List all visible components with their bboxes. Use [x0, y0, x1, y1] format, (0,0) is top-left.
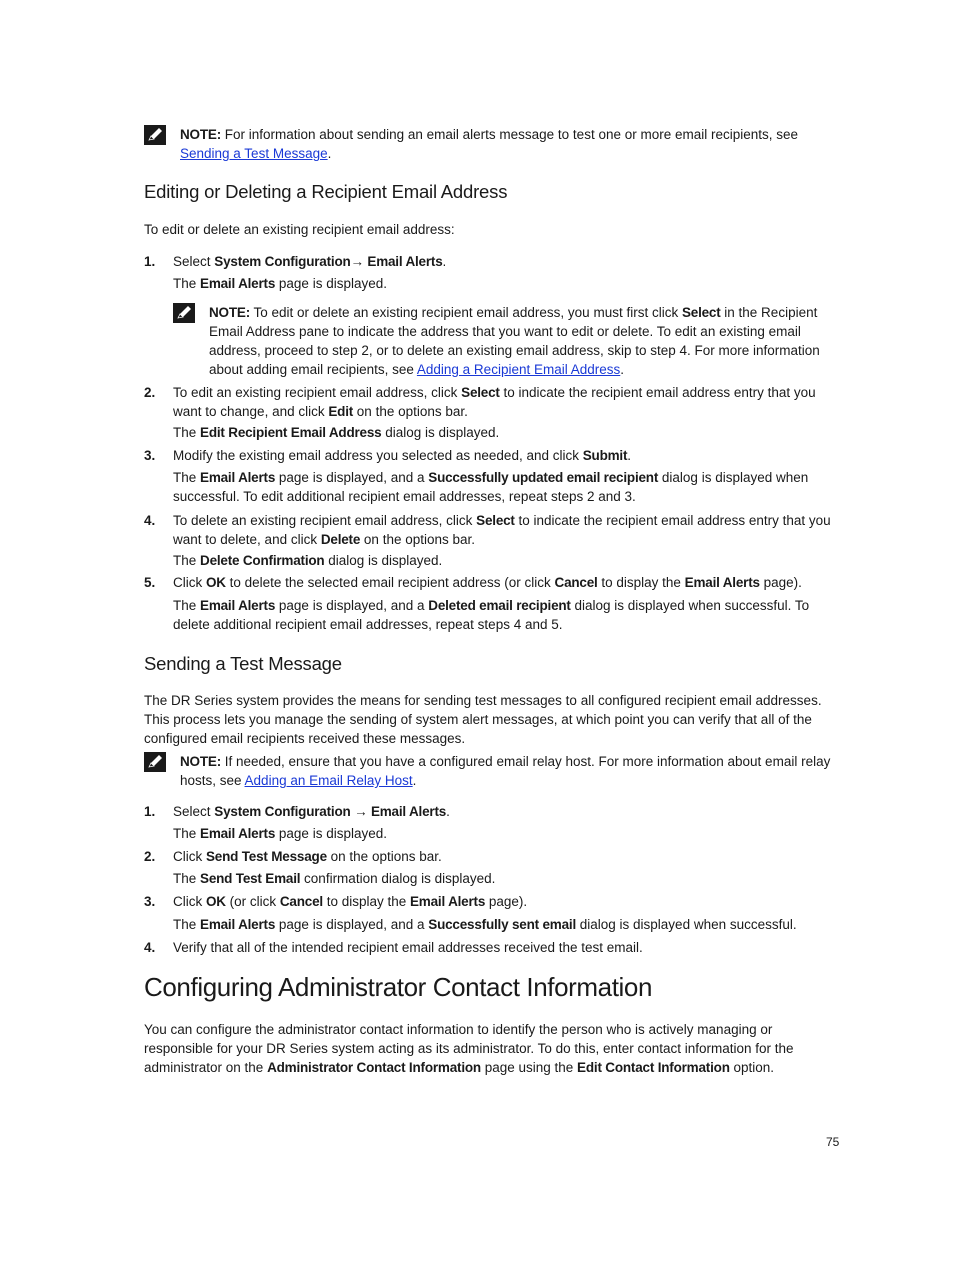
result-bold: Successfully updated email recipient: [428, 470, 659, 485]
heading-editing-deleting: Editing or Deleting a Recipient Email Address: [144, 181, 508, 202]
step-bold: Edit: [328, 404, 354, 419]
step-text: Verify that all of the intended recipient email addresses received the test email.: [173, 940, 643, 955]
note-edit-delete: [173, 303, 840, 383]
note-label: NOTE:: [180, 754, 221, 769]
step-bold: OK: [206, 575, 226, 590]
step-text: page).: [485, 894, 528, 909]
result-bold: Email Alerts: [200, 598, 276, 613]
step-text: page).: [759, 575, 802, 590]
body-text: option.: [729, 1060, 775, 1075]
note-test-message: [144, 125, 840, 165]
step-text: Click: [173, 849, 206, 864]
step-bold: Submit: [582, 448, 628, 463]
result-text: The: [173, 598, 201, 613]
result-bold: Deleted email recipient: [428, 598, 571, 613]
note-end: .: [620, 362, 625, 377]
section3-body: [144, 1020, 840, 1077]
result-text: confirmation dialog is displayed.: [300, 871, 496, 886]
result-text: dialog is displayed when successful. To delete additional recipient email addresses, repeat steps 4 and 5.: [173, 598, 810, 632]
note-pencil-icon: [144, 752, 166, 772]
step-text: on the options bar.: [360, 532, 476, 547]
step-text: on the options bar.: [353, 404, 468, 419]
step-bold: Email Alerts: [410, 894, 486, 909]
result-text: The: [173, 826, 201, 841]
step-text: To edit an existing recipient email address, click: [173, 385, 462, 400]
step-number: 3.: [144, 448, 156, 463]
step-bold: System Configuration→ Email Alerts: [214, 254, 443, 269]
result-bold: Edit Recipient Email Address: [200, 425, 382, 440]
step-text: to display the: [322, 894, 410, 909]
result-text: dialog is displayed when successful. To edit additional recipient email addresses, repeat steps 2 and 3.: [173, 470, 809, 504]
body-bold: Administrator Contact Information: [267, 1060, 481, 1075]
step-number: 2.: [144, 849, 156, 864]
note-label: NOTE:: [209, 305, 250, 320]
step-bold: Cancel: [279, 894, 323, 909]
step-result: [173, 551, 840, 570]
step-number: 4.: [144, 513, 156, 528]
step-bold: OK: [206, 894, 226, 909]
note-label: NOTE:: [180, 127, 221, 142]
step-text: Modify the existing email address you selected as needed, and click: [173, 448, 583, 463]
step-bold: Send Test Message: [206, 849, 327, 864]
result-text: page is displayed.: [275, 826, 387, 841]
note-pencil-icon: [173, 303, 195, 323]
step-text: Select: [173, 804, 215, 819]
result-bold: Send Test Email: [200, 871, 301, 886]
note-text: For information about sending an email alerts message to test one or more email recipients, see: [221, 127, 799, 142]
result-bold: Successfully sent email: [428, 917, 576, 932]
link-adding-relay-host[interactable]: Adding an Email Relay Host: [244, 773, 413, 788]
step-text: .: [627, 448, 632, 463]
step-bold: Select: [461, 385, 500, 400]
step-number: 3.: [144, 894, 156, 909]
step-result: [173, 915, 840, 934]
step-text: to display the: [597, 575, 685, 590]
body-bold: Edit Contact Information: [577, 1060, 730, 1075]
result-bold: Email Alerts: [200, 826, 276, 841]
note-end: .: [327, 146, 332, 161]
note-text: If needed, ensure that you have a configured email relay host. For more information about email relay hosts, see: [180, 754, 831, 788]
result-text: The: [173, 553, 201, 568]
step-result: [173, 596, 840, 634]
step-text: Click: [173, 894, 206, 909]
result-text: The: [173, 470, 201, 485]
body-text: You can configure the administrator contact information to identify the person who is actively managing or responsible for your DR Series system acting as its administrator. To do this, enter contact information for the administrator on the: [144, 1022, 794, 1075]
note-end: .: [412, 773, 417, 788]
result-text: The: [173, 276, 201, 291]
step-result: [173, 824, 840, 843]
step-text: .: [442, 254, 447, 269]
result-text: page is displayed, and a: [275, 470, 429, 485]
link-sending-test-message[interactable]: Sending a Test Message: [180, 146, 328, 161]
body-text: page using the: [480, 1060, 578, 1075]
step-bold: Delete: [320, 532, 361, 547]
result-text: dialog is displayed when successful.: [576, 917, 797, 932]
step-text: to indicate the recipient email address entry that you want to delete, and click: [173, 513, 831, 547]
note-bold: Select: [681, 305, 721, 320]
result-text: page is displayed.: [275, 276, 387, 291]
note-text: To edit or delete an existing recipient email address, you must first click: [250, 305, 682, 320]
heading-admin-contact: Configuring Administrator Contact Information: [144, 972, 653, 1002]
step-bold: System Configuration → Email Alerts: [214, 804, 447, 819]
note-text: in the Recipient Email Address pane to indicate the address that you want to edit or delete. To edit an existing email address, proceed to step 2, or to delete an existing email address, skip to step 4. For more information about adding email recipients, see: [209, 305, 820, 377]
step-text: Click: [173, 575, 206, 590]
step-bold: Select: [476, 513, 515, 528]
result-text: The: [173, 917, 201, 932]
step-text: .: [446, 804, 450, 819]
link-adding-recipient[interactable]: Adding a Recipient Email Address: [416, 362, 621, 377]
result-text: The: [173, 425, 201, 440]
section1-intro: To edit or delete an existing recipient email address:: [144, 222, 455, 237]
step-number: 4.: [144, 940, 156, 955]
result-bold: Email Alerts: [200, 276, 276, 291]
step-text: to delete the selected email recipient address (or click: [225, 575, 555, 590]
step-result: [173, 274, 840, 293]
step-number: 5.: [144, 575, 156, 590]
section2-intro: The DR Series system provides the means for sending test messages to all configured recipient email addresses. This process lets you manage the sending of system alert messages, at which point you can verify that all of the configured email recipients received these messages.: [144, 693, 822, 746]
result-bold: Email Alerts: [200, 917, 276, 932]
step-text: on the options bar.: [326, 849, 442, 864]
heading-sending-test: Sending a Test Message: [144, 653, 342, 674]
result-text: page is displayed, and a: [275, 598, 429, 613]
result-text: dialog is displayed.: [324, 553, 443, 568]
step-result: [173, 468, 840, 506]
step-number: 1.: [144, 254, 156, 269]
step-text: (or click: [225, 894, 280, 909]
note-relay-host: [144, 752, 840, 792]
result-bold: Email Alerts: [200, 470, 276, 485]
step-number: 2.: [144, 385, 156, 400]
step-text: to indicate the recipient email address entry that you want to change, and click: [173, 385, 816, 419]
step-bold: Email Alerts: [684, 575, 760, 590]
result-bold: Delete Confirmation: [200, 553, 325, 568]
note-pencil-icon: [144, 125, 166, 145]
page-number: 75: [826, 1135, 840, 1149]
result-text: The: [173, 871, 201, 886]
step-result: [173, 423, 840, 442]
result-text: page is displayed, and a: [275, 917, 429, 932]
step-text: To delete an existing recipient email address, click: [173, 513, 477, 528]
step-bold: Cancel: [554, 575, 598, 590]
step-text: Select: [173, 254, 215, 269]
step-number: 1.: [144, 804, 156, 819]
step-result: [173, 869, 840, 888]
result-text: dialog is displayed.: [381, 425, 500, 440]
